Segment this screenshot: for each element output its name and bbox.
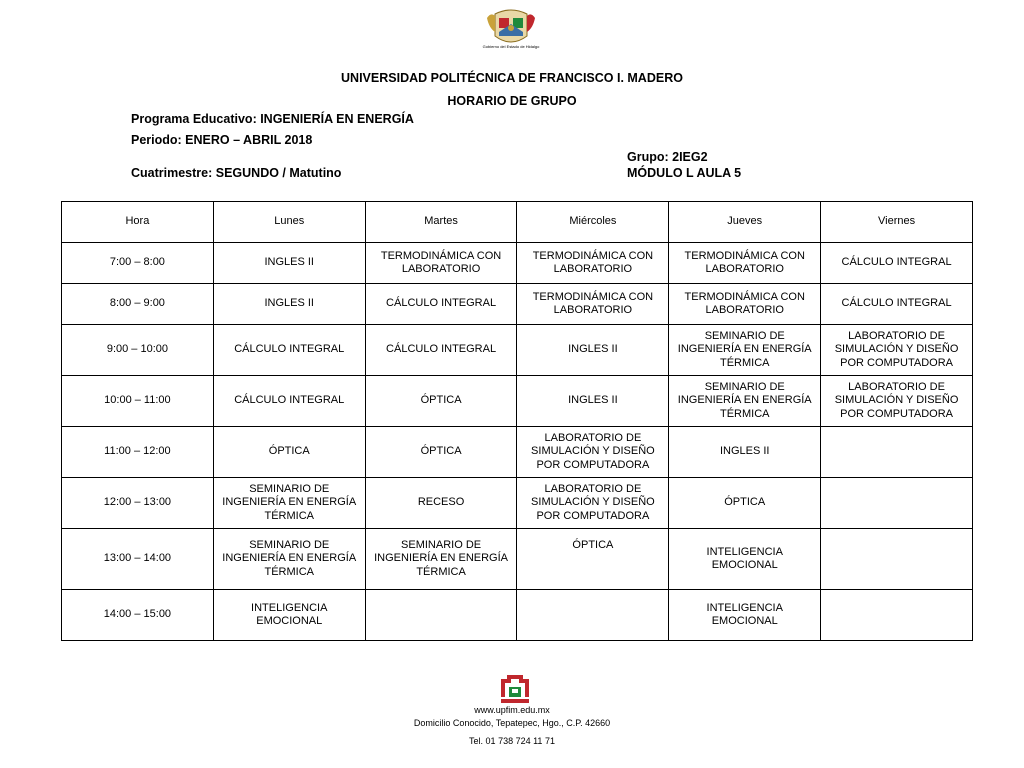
class-cell (821, 478, 973, 529)
time-cell: 9:00 – 10:00 (62, 325, 214, 376)
class-cell: ÓPTICA (517, 529, 669, 590)
table-row (62, 284, 973, 325)
university-name: UNIVERSIDAD POLITÉCNICA DE FRANCISCO I. MADERO (341, 71, 683, 85)
class-cell (821, 427, 973, 478)
class-cell: TERMODINÁMICA CON LABORATORIO (517, 284, 669, 325)
class-cell: TERMODINÁMICA CON LABORATORIO (365, 243, 517, 284)
class-cell: ÓPTICA (213, 427, 365, 478)
class-cell: CÁLCULO INTEGRAL (365, 284, 517, 325)
class-cell: INTELIGENCIA EMOCIONAL (213, 590, 365, 641)
class-cell: INTELIGENCIA EMOCIONAL (669, 590, 821, 641)
class-cell: ÓPTICA (669, 478, 821, 529)
class-cell: INGLES II (517, 376, 669, 427)
class-cell: CÁLCULO INTEGRAL (821, 284, 973, 325)
table-row (62, 376, 973, 427)
class-cell: INGLES II (213, 284, 365, 325)
time-cell: 7:00 – 8:00 (62, 243, 214, 284)
period-label: Periodo: ENERO – ABRIL 2018 (131, 133, 313, 147)
column-header-jueves: Jueves (669, 202, 821, 243)
class-cell: INGLES II (213, 243, 365, 284)
column-header-lunes: Lunes (213, 202, 365, 243)
class-cell: ÓPTICA (365, 427, 517, 478)
document-title: HORARIO DE GRUPO (447, 94, 577, 108)
class-cell (365, 590, 517, 641)
table-row (62, 478, 973, 529)
class-cell (821, 590, 973, 641)
column-header-viernes: Viernes (821, 202, 973, 243)
table-row (62, 590, 973, 641)
class-cell: LABORATORIO DE SIMULACIÓN Y DISEÑO POR COMPUTADORA (517, 478, 669, 529)
time-cell: 13:00 – 14:00 (62, 529, 214, 590)
group-label: Grupo: 2IEG2 (627, 150, 708, 164)
time-cell: 12:00 – 13:00 (62, 478, 214, 529)
class-cell: INGLES II (669, 427, 821, 478)
time-cell: 14:00 – 15:00 (62, 590, 214, 641)
column-header-martes: Martes (365, 202, 517, 243)
program-label: Programa Educativo: INGENIERÍA EN ENERGÍA (131, 112, 414, 126)
schedule-table (61, 201, 973, 641)
table-row (62, 325, 973, 376)
class-cell: SEMINARIO DE INGENIERÍA EN ENERGÍA TÉRMICA (669, 376, 821, 427)
class-cell (821, 529, 973, 590)
university-logo (499, 673, 531, 705)
class-cell: SEMINARIO DE INGENIERÍA EN ENERGÍA TÉRMICA (213, 529, 365, 590)
class-cell: CÁLCULO INTEGRAL (213, 325, 365, 376)
time-cell: 11:00 – 12:00 (62, 427, 214, 478)
table-row (62, 529, 973, 590)
table-header-row (62, 202, 973, 243)
time-cell: 10:00 – 11:00 (62, 376, 214, 427)
class-cell: TERMODINÁMICA CON LABORATORIO (669, 243, 821, 284)
class-cell: TERMODINÁMICA CON LABORATORIO (669, 284, 821, 325)
class-cell: ÓPTICA (365, 376, 517, 427)
state-seal-logo (481, 6, 541, 58)
class-cell: INTELIGENCIA EMOCIONAL (669, 529, 821, 590)
class-cell: RECESO (365, 478, 517, 529)
footer-phone: Tel. 01 738 724 11 71 (469, 736, 555, 746)
column-header-hora: Hora (62, 202, 214, 243)
time-cell: 8:00 – 9:00 (62, 284, 214, 325)
class-cell: INGLES II (517, 325, 669, 376)
table-row (62, 243, 973, 284)
class-cell: LABORATORIO DE SIMULACIÓN Y DISEÑO POR COMPUTADORA (821, 325, 973, 376)
class-cell: SEMINARIO DE INGENIERÍA EN ENERGÍA TÉRMICA (365, 529, 517, 590)
class-cell: SEMINARIO DE INGENIERÍA EN ENERGÍA TÉRMICA (213, 478, 365, 529)
class-cell: TERMODINÁMICA CON LABORATORIO (517, 243, 669, 284)
seal-caption: Gobierno del Estado de Hidalgo (482, 44, 540, 49)
column-header-miercoles: Miércoles (517, 202, 669, 243)
class-cell (517, 590, 669, 641)
class-cell: LABORATORIO DE SIMULACIÓN Y DISEÑO POR COMPUTADORA (821, 376, 973, 427)
table-row (62, 427, 973, 478)
class-cell: SEMINARIO DE INGENIERÍA EN ENERGÍA TÉRMICA (669, 325, 821, 376)
footer-address: Domicilio Conocido, Tepatepec, Hgo., C.P. 42660 (413, 718, 611, 728)
class-cell: CÁLCULO INTEGRAL (821, 243, 973, 284)
footer-website: www.upfim.edu.mx (474, 705, 550, 715)
room-label: MÓDULO L AULA 5 (627, 166, 742, 180)
class-cell: CÁLCULO INTEGRAL (213, 376, 365, 427)
class-cell: LABORATORIO DE SIMULACIÓN Y DISEÑO POR COMPUTADORA (517, 427, 669, 478)
term-label: Cuatrimestre: SEGUNDO / Matutino (131, 166, 342, 180)
class-cell: CÁLCULO INTEGRAL (365, 325, 517, 376)
